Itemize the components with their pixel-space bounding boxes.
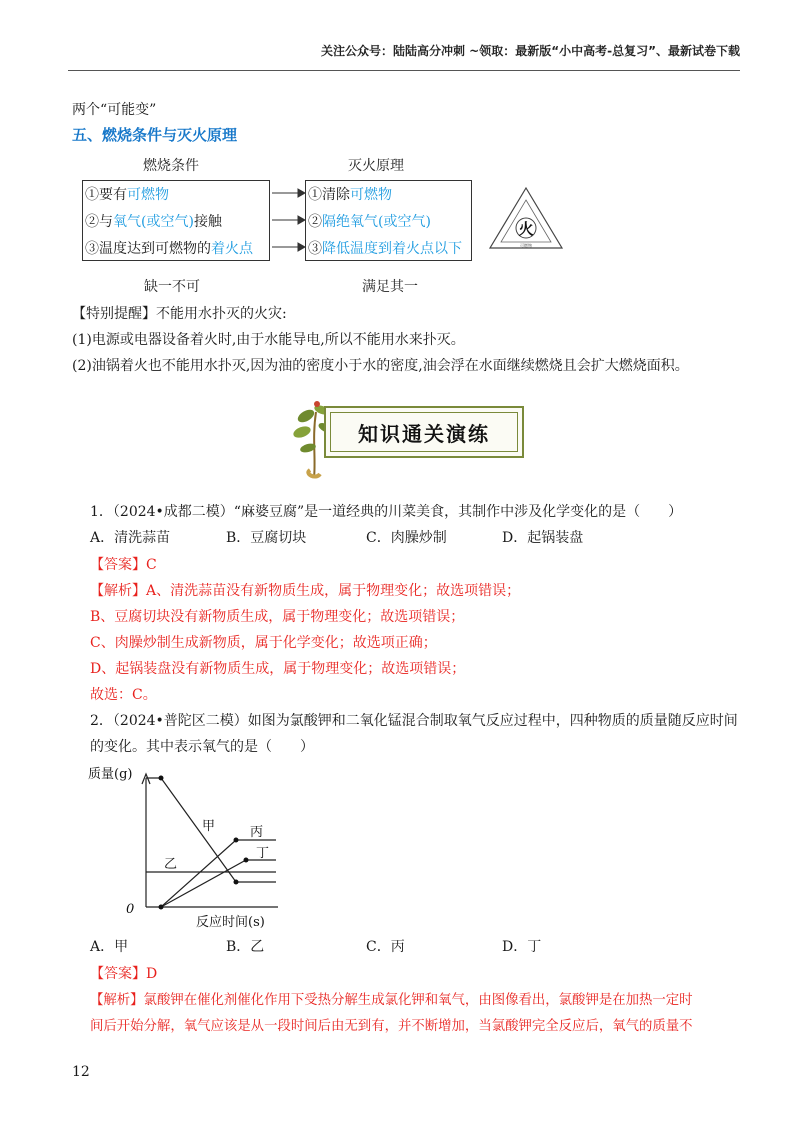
principle-1-highlight: 可燃物 — [350, 187, 392, 203]
triangle-center-label: 火 — [518, 220, 534, 238]
section-title: 五、燃烧条件与灭火原理 — [72, 126, 238, 144]
diagram-arrows — [270, 180, 306, 261]
reminder-title: 【特别提醒】不能用水扑灭的火灾: — [72, 306, 287, 322]
intro-line: 两个“可能变” — [72, 102, 157, 118]
q1-option-c: C．肉臊炒制 — [366, 530, 447, 546]
principle-row-3 — [308, 238, 462, 258]
q2-option-b: B．乙 — [226, 939, 265, 955]
q2-analysis-line-2: 间后开始分解，氧气应该是从一段时间后由无到有，并不断增加，当氯酸钾完全反应后，氧气的质量不 — [90, 1019, 693, 1034]
condition-row-1 — [85, 184, 169, 204]
q2-answer: 【答案】D — [90, 966, 158, 982]
condition-row-2 — [85, 211, 222, 231]
q1-answer: 【答案】C — [90, 557, 157, 573]
q1-analysis-line-2: B、豆腐切块没有新物质生成，属于物理变化；故选项错误； — [90, 609, 465, 625]
principle-row-2 — [308, 211, 431, 231]
extinguishing-principles-box — [305, 180, 472, 261]
section-banner — [324, 406, 524, 458]
graph-label-yi: 乙 — [164, 857, 178, 872]
page-number: 12 — [72, 1064, 90, 1080]
principle-2-text: ② — [308, 214, 322, 230]
triangle-bottom-label: 可燃物 — [520, 243, 532, 248]
graph-xlabel: 反应时间(s) — [196, 915, 265, 930]
principle-3-text: ③ — [308, 241, 322, 257]
graph-origin: 0 — [126, 902, 135, 917]
q1-analysis-line-4: D、起锅装盘没有新物质生成，属于物理变化；故选项错误； — [90, 661, 466, 677]
principle-row-1 — [308, 184, 392, 204]
condition-2-text: ②与 — [85, 214, 113, 230]
q2-stem-line-2: 的变化。其中表示氧气的是（ ） — [90, 739, 314, 755]
diagram-left-caption: 缺一不可 — [144, 279, 200, 295]
header-divider — [68, 70, 740, 71]
q1-analysis-line-1: 【解析】A、清洗蒜苗没有新物质生成，属于物理变化；故选项错误； — [90, 583, 521, 599]
q1-stem: 1．（2024•成都二模）“麻婆豆腐”是一道经典的川菜美食，其制作中涉及化学变化的是（ ） — [90, 504, 683, 520]
condition-1-text: ①要有 — [85, 187, 127, 203]
principle-2-highlight: 隔绝氧气(或空气) — [322, 214, 431, 230]
q2-analysis-line-1: 【解析】氯酸钾在催化剂催化作用下受热分解生成氯化钾和氧气，由图像看出，氯酸钾是在加热一定时 — [90, 993, 693, 1008]
diagram-right-title: 灭火原理 — [348, 158, 404, 174]
q2-option-a: A．甲 — [90, 939, 129, 955]
fire-triangle-diagram — [488, 186, 564, 252]
q2-option-d: D．丁 — [502, 939, 542, 955]
condition-2-suffix: 接触 — [193, 214, 222, 230]
graph-ylabel: 质量(g) — [88, 767, 133, 782]
q2-stem-line-1: 2．（2024•普陀区二模）如图为氯酸钾和二氧化锰混合制取氧气反应过程中，四种物质的质量随反应时间 — [90, 713, 738, 729]
q2-option-c: C．丙 — [366, 939, 405, 955]
q1-analysis-line-3: C、肉臊炒制生成新物质，属于化学变化；故选项正确； — [90, 635, 437, 651]
condition-row-3 — [85, 238, 253, 258]
q1-option-d: D．起锅装盘 — [502, 530, 584, 546]
principle-3-highlight: 降低温度到着火点以下 — [322, 241, 462, 257]
condition-3-text: ③温度达到可燃物的 — [85, 241, 211, 257]
page-header-text: 关注公众号：陆陆高分冲刺 ~领取：最新版“小中高考-总复习”、最新试卷下载 — [321, 44, 740, 58]
graph-label-bing: 丙 — [250, 825, 264, 840]
graph-label-ding: 丁 — [256, 846, 270, 861]
graph-label-jia: 甲 — [202, 819, 216, 834]
reminder-item-1: (1)电源或电器设备着火时,由于水能导电,所以不能用水来扑灭。 — [72, 332, 465, 348]
q1-option-b: B．豆腐切块 — [226, 530, 307, 546]
banner-title: 知识通关演练 — [330, 412, 518, 452]
diagram-right-caption: 满足其一 — [362, 279, 418, 295]
reminder-item-2: (2)油锅着火也不能用水扑灭,因为油的密度小于水的密度,油会浮在水面继续燃烧且会扩大燃烧面积。 — [72, 358, 689, 374]
condition-1-highlight: 可燃物 — [127, 187, 169, 203]
q1-analysis-conclusion: 故选：C。 — [90, 687, 157, 703]
q2-mass-time-graph — [86, 764, 286, 930]
condition-3-highlight: 着火点 — [211, 241, 253, 257]
diagram-left-title: 燃烧条件 — [143, 158, 199, 174]
q1-option-a: A．清洗蒜苗 — [90, 530, 171, 546]
principle-1-text: ①清除 — [308, 187, 350, 203]
condition-2-highlight: 氧气(或空气) — [113, 214, 194, 230]
combustion-conditions-box — [82, 180, 270, 261]
